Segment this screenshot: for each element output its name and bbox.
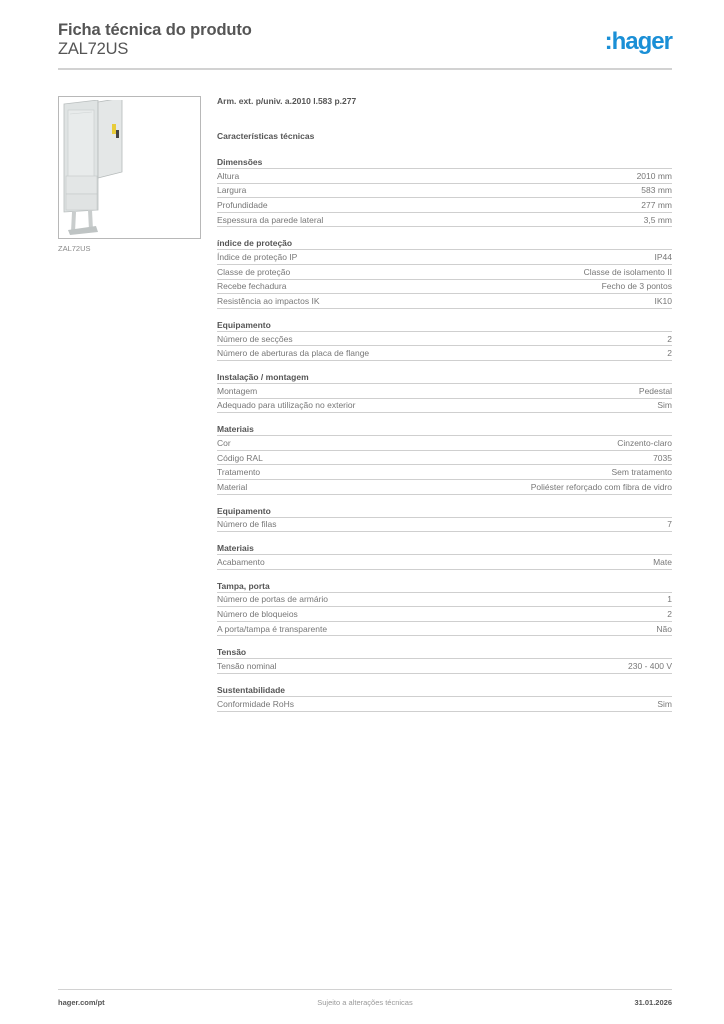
spec-row: [217, 294, 672, 309]
spec-value: 2010 mm: [636, 170, 672, 181]
spec-label: Material: [217, 481, 248, 492]
spec-group: [217, 581, 672, 637]
spec-value: Pedestal: [638, 385, 672, 396]
spec-value: 583 mm: [641, 185, 672, 196]
spec-row: [217, 451, 672, 466]
spec-value: 2: [667, 333, 672, 344]
spec-label: Conformidade RoHs: [217, 698, 295, 709]
spec-label: Tratamento: [217, 467, 261, 478]
spec-value: Cinzento-claro: [617, 437, 672, 448]
spec-label: Largura: [217, 185, 247, 196]
footer-website[interactable]: hager.com/pt: [58, 998, 105, 1007]
product-image: [58, 96, 201, 239]
spec-label: Índice de proteção IP: [217, 252, 298, 263]
spec-row: [217, 607, 672, 622]
spec-value: Poliéster reforçado com fibra de vidro: [530, 481, 672, 492]
spec-label: Resistência ao impactos IK: [217, 295, 320, 306]
spec-value: IK10: [654, 295, 672, 306]
spec-label: A porta/tampa é transparente: [217, 623, 328, 634]
spec-value: Classe de isolamento II: [583, 266, 672, 277]
spec-value: 7035: [653, 452, 672, 463]
spec-row: [217, 346, 672, 361]
spec-row: [217, 593, 672, 608]
footer-disclaimer: Sujeito a alterações técnicas: [317, 998, 413, 1007]
spec-value: Sem tratamento: [611, 467, 672, 478]
spec-groups: [217, 157, 672, 712]
spec-value: Fecho de 3 pontos: [601, 281, 672, 292]
technical-characteristics-heading: Características técnicas: [217, 131, 315, 141]
spec-value: 2: [667, 609, 672, 620]
spec-row: [217, 480, 672, 495]
spec-group: [217, 424, 672, 494]
spec-row: [217, 518, 672, 533]
spec-value: 230 - 400 V: [628, 661, 672, 672]
page-title: Ficha técnica do produto: [58, 21, 252, 39]
header-divider: [58, 68, 672, 70]
spec-label: Número de aberturas da placa de flange: [217, 348, 370, 359]
spec-row: [217, 332, 672, 347]
product-name: Arm. ext. p/univ. a.2010 l.583 p.277: [217, 96, 357, 106]
spec-row: [217, 213, 672, 228]
spec-label: Acabamento: [217, 556, 265, 567]
spec-value: Sim: [657, 698, 672, 709]
spec-group-title: Materiais: [217, 424, 672, 436]
page-footer: [58, 998, 672, 1010]
spec-group-title: Materiais: [217, 543, 672, 555]
spec-group-title: Tensão: [217, 647, 672, 659]
spec-group: [217, 157, 672, 227]
spec-group-title: Tampa, porta: [217, 581, 672, 593]
spec-row: [217, 399, 672, 414]
spec-value: 277 mm: [641, 199, 672, 210]
spec-row: [217, 697, 672, 712]
spec-content: [217, 95, 672, 712]
spec-row: [217, 184, 672, 199]
spec-group-title: Instalação / montagem: [217, 372, 672, 384]
spec-row: [217, 265, 672, 280]
spec-row: [217, 436, 672, 451]
spec-row: [217, 384, 672, 399]
cabinet-illustration-icon: [62, 100, 132, 235]
spec-group: [217, 320, 672, 361]
spec-label: Número de portas de armário: [217, 594, 329, 605]
spec-label: Cor: [217, 437, 231, 448]
spec-group-title: Equipamento: [217, 506, 672, 518]
spec-label: Classe de proteção: [217, 266, 291, 277]
product-code: ZAL72US: [58, 40, 129, 58]
footer-divider: [58, 989, 672, 990]
page-header: [58, 20, 672, 70]
spec-label: Código RAL: [217, 452, 263, 463]
spec-row: [217, 659, 672, 674]
spec-value: 3,5 mm: [643, 214, 672, 225]
spec-group-title: Dimensões: [217, 157, 672, 169]
spec-label: Número de filas: [217, 519, 277, 530]
spec-label: Recebe fechadura: [217, 281, 287, 292]
spec-group: [217, 543, 672, 570]
spec-label: Tensão nominal: [217, 661, 277, 672]
spec-value: Mate: [653, 556, 672, 567]
spec-group: [217, 372, 672, 413]
image-caption: ZAL72US: [58, 244, 91, 253]
spec-group: [217, 647, 672, 674]
spec-group: [217, 685, 672, 712]
spec-label: Montagem: [217, 385, 258, 396]
spec-label: Profundidade: [217, 199, 268, 210]
footer-date: 31.01.2026: [634, 998, 672, 1007]
spec-row: [217, 622, 672, 637]
spec-label: Número de bloqueios: [217, 609, 298, 620]
spec-value: Sim: [657, 400, 672, 411]
spec-value: IP44: [654, 252, 672, 263]
spec-value: 2: [667, 348, 672, 359]
spec-label: Adequado para utilização no exterior: [217, 400, 356, 411]
spec-group: [217, 238, 672, 308]
hager-logo: :hager: [604, 28, 672, 55]
spec-row: [217, 198, 672, 213]
spec-group: [217, 506, 672, 533]
spec-row: [217, 280, 672, 295]
spec-value: Não: [656, 623, 672, 634]
spec-row: [217, 169, 672, 184]
spec-group-title: índice de proteção: [217, 238, 672, 250]
spec-group-title: Equipamento: [217, 320, 672, 332]
spec-label: Espessura da parede lateral: [217, 214, 324, 225]
spec-row: [217, 250, 672, 265]
spec-label: Número de secções: [217, 333, 293, 344]
spec-value: 1: [667, 594, 672, 605]
spec-group-title: Sustentabilidade: [217, 685, 672, 697]
spec-value: 7: [667, 519, 672, 530]
spec-row: [217, 555, 672, 570]
spec-row: [217, 465, 672, 480]
spec-label: Altura: [217, 170, 240, 181]
